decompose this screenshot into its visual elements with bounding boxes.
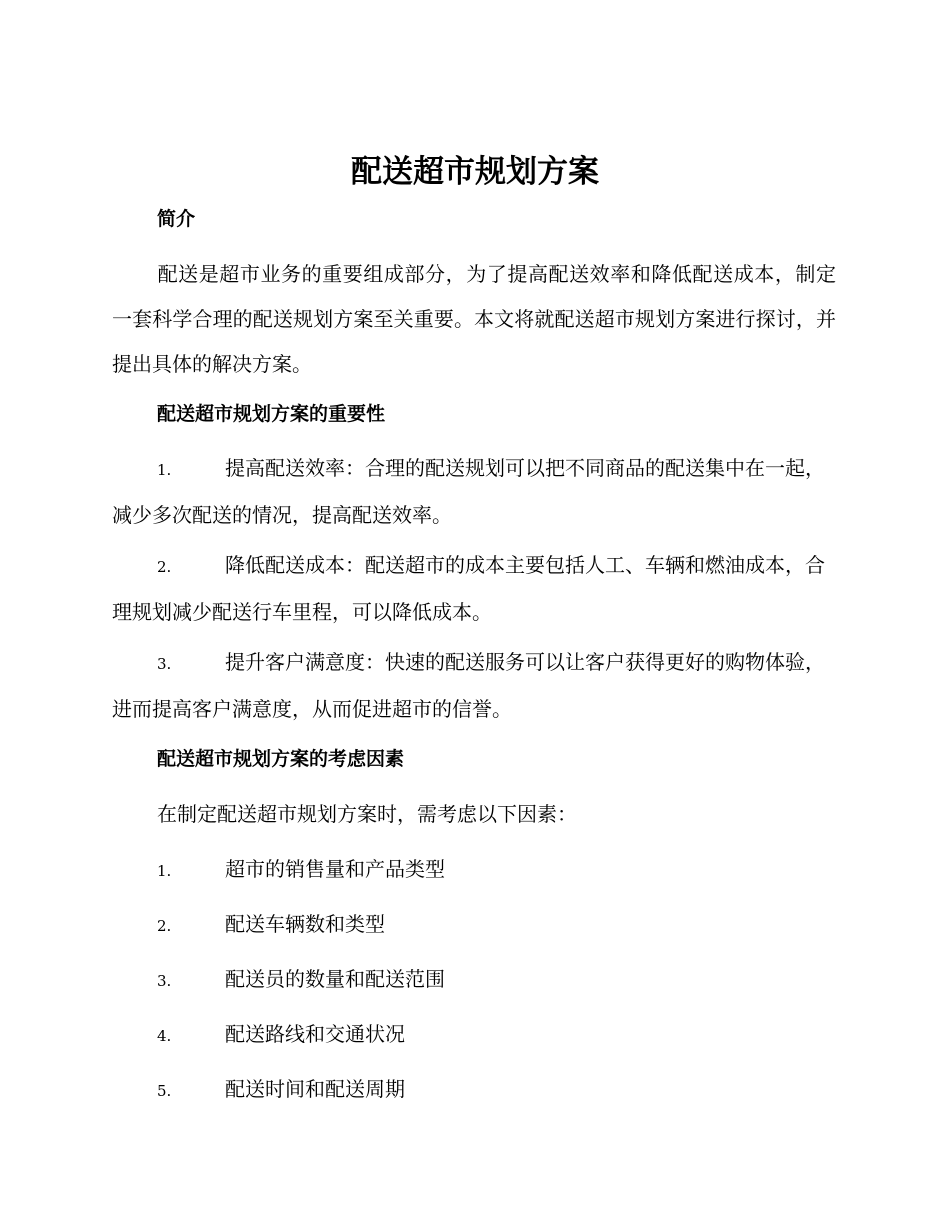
list-number: 1. [157, 862, 172, 880]
section-heading-importance: 配送超市规划方案的重要性 [157, 403, 386, 425]
factor-item-2 [157, 909, 385, 941]
intro-paragraph [112, 252, 836, 387]
list-number: 1. [157, 461, 172, 479]
section-heading-factors: 配送超市规划方案的考虑因素 [157, 748, 405, 770]
list-item-text: 超市的销售量和产品类型 [225, 857, 445, 881]
list-number: 2. [157, 558, 172, 576]
list-item-text: 提升客户满意度：快速的配送服务可以让客户获得更好的购物体验，进而提高客户满意度，从而促进超市的信誉。 [112, 650, 825, 721]
importance-item-3 [112, 640, 836, 732]
list-item-text: 配送车辆数和类型 [225, 912, 385, 936]
importance-item-1 [112, 446, 836, 538]
list-item-text: 降低配送成本：配送超市的成本主要包括人工、车辆和燃油成本，合理规划减少配送行车里程，可以降低成本。 [112, 553, 825, 624]
list-item-text: 配送路线和交通状况 [225, 1022, 405, 1046]
factors-intro: 在制定配送超市规划方案时，需考虑以下因素： [157, 802, 577, 826]
factor-item-5 [157, 1074, 405, 1106]
intro-paragraph-text: 配送是超市业务的重要组成部分，为了提高配送效率和降低配送成本，制定一套科学合理的配送规划方案至关重要。本文将就配送超市规划方案进行探讨，并提出具体的解决方案。 [112, 262, 836, 376]
list-number: 2. [157, 917, 172, 935]
list-number: 4. [157, 1027, 172, 1045]
page-title: 配送超市规划方案 [351, 154, 599, 190]
list-number: 5. [157, 1082, 172, 1100]
factor-item-4 [157, 1019, 405, 1051]
section-heading-intro: 简介 [157, 208, 196, 230]
list-number: 3. [157, 655, 172, 673]
importance-item-2 [112, 543, 836, 635]
list-item-text: 配送时间和配送周期 [225, 1077, 405, 1101]
factor-item-3 [157, 964, 445, 996]
list-item-text: 提高配送效率：合理的配送规划可以把不同商品的配送集中在一起，减少多次配送的情况，提高配送效率。 [112, 456, 825, 527]
list-number: 3. [157, 972, 172, 990]
factor-item-1 [157, 854, 445, 886]
list-item-text: 配送员的数量和配送范围 [225, 967, 445, 991]
